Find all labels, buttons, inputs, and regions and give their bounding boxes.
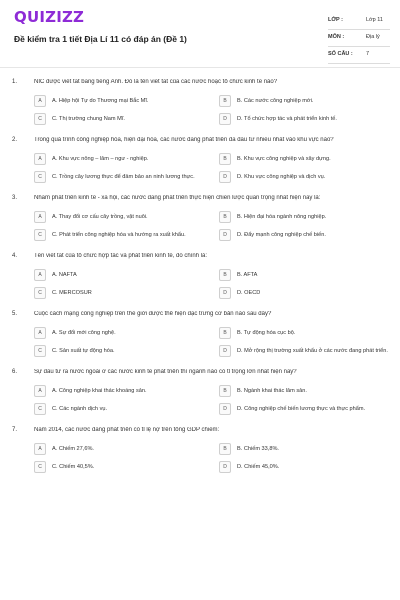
header-divider [0,67,400,68]
question-number: 3. [12,195,18,201]
answer-option[interactable] [34,211,204,223]
option-letter: A [34,443,46,455]
document-title: Đề kiểm tra 1 tiết Địa Lí 11 có đáp án (Đề 1) [14,34,187,44]
answer-option[interactable] [219,345,389,357]
answer-option[interactable] [219,113,389,125]
option-letter: B [219,385,231,397]
option-letter: D [219,229,231,241]
option-text: A. NAFTA [52,271,77,278]
question-text: Cuộc cách mạng công nghiệp trên thế giới được thể hiện đặc trưng cơ bản nào sau đây? [34,311,272,317]
option-grid [34,95,388,125]
answer-option[interactable] [34,171,204,183]
answer-option[interactable] [34,443,204,455]
option-grid [34,211,388,241]
option-grid [34,443,388,473]
option-text: D. Công nghiệp chế biến lương thực và thực phẩm. [237,405,366,412]
meta-value: 7 [366,51,370,57]
question [12,427,388,473]
option-text: D. Chiếm 45,0%. [237,463,280,470]
answer-option[interactable] [219,327,389,339]
option-letter: C [34,229,46,241]
option-text: B. Khu vực công nghiệp và xây dựng. [237,155,331,162]
meta-row-count [328,48,390,64]
option-text: B. Chiếm 33,8%. [237,445,279,452]
question [12,369,388,415]
option-letter: A [34,269,46,281]
option-letter: A [34,327,46,339]
question-text: Trong quá trình công nghiệp hóa, hiện đại hóa, các nước đang phát triển đã đầu tư nhiều nhất vào khu vực nào? [34,137,334,143]
answer-option[interactable] [219,95,389,107]
option-text: A. Hiệp hội Tự do Thương mại Bắc Mĩ. [52,97,149,104]
question-header [12,195,388,211]
option-text: D. OECD [237,289,261,296]
option-grid [34,327,388,357]
answer-option[interactable] [34,113,204,125]
answer-option[interactable] [219,287,389,299]
option-text: C. Sản xuất tự động hóa. [52,347,115,354]
option-grid [34,153,388,183]
option-letter: D [219,345,231,357]
answer-option[interactable] [34,287,204,299]
question-header [12,137,388,153]
option-text: D. Tổ chức hợp tác và phát triển kinh tế. [237,115,337,122]
answer-option[interactable] [34,327,204,339]
answer-option[interactable] [219,211,389,223]
question-header [12,427,388,443]
option-text: A. Khu vực nông – lâm – ngư - nghiệp. [52,155,149,162]
answer-option[interactable] [219,461,389,473]
answer-option[interactable] [34,345,204,357]
option-text: C. Thị trường chung Nam Mĩ. [52,115,125,122]
answer-option[interactable] [219,269,389,281]
meta-label: SỐ CÂU : [328,51,353,57]
answer-option[interactable] [219,171,389,183]
answer-option[interactable] [34,461,204,473]
question-number: 4. [12,253,18,259]
option-text: B. Hiện đại hóa ngành nông nghiệp. [237,213,327,220]
answer-option[interactable] [34,403,204,415]
answer-option[interactable] [219,229,389,241]
question-number: 5. [12,311,18,317]
option-grid [34,385,388,415]
option-text: B. Tự động hóa cục bộ. [237,329,296,336]
option-letter: A [34,95,46,107]
option-letter: C [34,345,46,357]
answer-option[interactable] [34,385,204,397]
answer-option[interactable] [219,443,389,455]
question-text: Tên viết tắt của tổ chức hợp tác và phát triển kinh tế, đó chính là: [34,253,208,259]
option-letter: B [219,211,231,223]
option-letter: B [219,269,231,281]
question-text: Năm 2014, các nước đang phát triển có tỉ lệ nợ trên tổng GDP chiếm: [34,427,220,433]
answer-option[interactable] [34,153,204,165]
meta-row-class [328,14,390,30]
question-number: 7. [12,427,18,433]
option-text: B. AFTA [237,271,258,278]
option-text: C. Phát triển công nghiệp hóa và hướng ra xuất khẩu. [52,231,186,238]
option-text: B. Các nước công nghiệp mới. [237,97,314,104]
question [12,79,388,125]
answer-option[interactable] [219,403,389,415]
option-text: C. Chiếm 40,5%. [52,463,95,470]
option-text: A. Sự đổi mới công nghệ. [52,329,116,336]
question-list [0,79,400,485]
question-header [12,311,388,327]
option-letter: A [34,211,46,223]
meta-value: Địa lý [366,34,380,40]
meta-label: MÔN : [328,34,345,40]
question-number: 6. [12,369,18,375]
question-header [12,79,388,95]
question-number: 1. [12,79,18,85]
question-header [12,253,388,269]
meta-label: LỚP : [328,17,343,23]
option-letter: A [34,385,46,397]
option-text: C. Trồng cây lương thực để đảm bảo an ninh lương thực. [52,173,195,180]
answer-option[interactable] [219,385,389,397]
option-text: A. Thay đổi cơ cấu cây trồng, vật nuôi. [52,213,148,220]
option-letter: C [34,461,46,473]
option-letter: C [34,287,46,299]
option-letter: B [219,153,231,165]
question [12,195,388,241]
question-text: Nhằm phát triển kinh tế - xã hội, các nước đang phát triển thực hiện chiến lược quan trọng nhất hiện nay là: [34,195,321,201]
question [12,311,388,357]
answer-option[interactable] [219,153,389,165]
option-letter: D [219,171,231,183]
option-letter: D [219,287,231,299]
answer-option[interactable] [34,269,204,281]
option-text: B. Ngành khai thác lâm sản. [237,387,307,394]
option-text: C. MERCOSUR [52,289,92,296]
meta-box [328,14,390,65]
option-letter: D [219,461,231,473]
option-letter: B [219,443,231,455]
question [12,137,388,183]
question-header [12,369,388,385]
option-letter: D [219,403,231,415]
question-text: NIC được viết tắt bằng tiếng Anh. Đó là tên viết tắt của các nước hoặc tổ chức kinh tế nào? [34,79,278,85]
option-text: A. Chiếm 27,6%. [52,445,94,452]
option-letter: B [219,95,231,107]
option-letter: C [34,171,46,183]
option-letter: D [219,113,231,125]
meta-value: Lớp 11 [366,17,383,23]
option-letter: C [34,113,46,125]
option-text: C. Các ngành dịch vụ. [52,405,108,412]
option-letter: C [34,403,46,415]
option-text: D. Đẩy mạnh công nghiệp chế biến. [237,231,326,238]
question-number: 2. [12,137,18,143]
answer-option[interactable] [34,229,204,241]
meta-row-subject [328,31,390,47]
answer-option[interactable] [34,95,204,107]
option-letter: B [219,327,231,339]
option-grid [34,269,388,299]
option-text: D. Khu vực công nghiệp và dịch vụ. [237,173,326,180]
option-letter: A [34,153,46,165]
question-text: Sự đầu tư ra nước ngoài ở các nước kinh tế phát triển thì ngành nào có tỉ trọng lớn nhất hiện nay? [34,369,297,375]
quizizz-logo: QUIZIZZ [14,8,85,26]
question [12,253,388,299]
option-text: A. Công nghiệp khai thác khoáng sản. [52,387,147,394]
option-text: D. Mở rộng thị trường xuất khẩu ở các nước đang phát triển. [237,347,388,354]
